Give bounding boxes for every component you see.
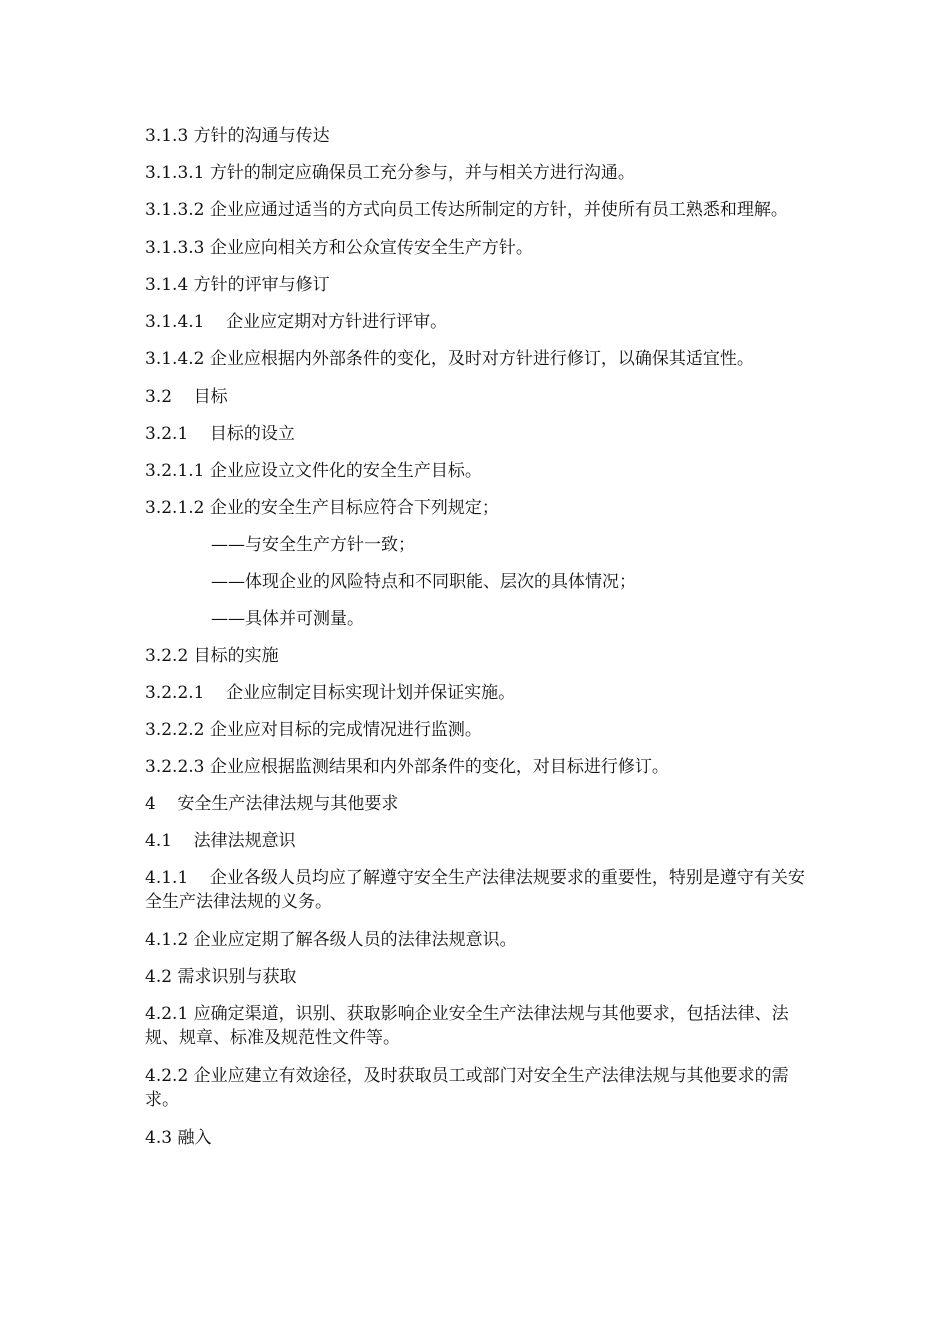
list-item-risk-characteristics: ——体现企业的风险特点和不同职能、层次的具体情况；: [211, 572, 636, 592]
section-heading-3-1-3: 3.1.3 方针的沟通与传达: [145, 126, 330, 146]
section-heading-3-1-4: 3.1.4 方针的评审与修订: [145, 275, 330, 295]
clause-3-1-3-3: 3.1.3.3 企业应向相关方和公众宣传安全生产方针。: [145, 238, 533, 258]
section-heading-3-2: 3.2 目标: [145, 387, 228, 407]
clause-4-1-1: 4.1.1 企业各级人员均应了解遵守安全生产法律法规要求的重要性，特别是遵守有关安全生产法律法规的义务。: [145, 868, 805, 912]
clause-3-1-4-1: 3.1.4.1 企业应定期对方针进行评审。: [145, 312, 448, 332]
clause-4-2-2: 4.2.2 企业应建立有效途径，及时获取员工或部门对安全生产法律法规与其他要求的需求。: [145, 1066, 789, 1110]
section-heading-4-2: 4.2 需求识别与获取: [145, 967, 297, 987]
section-heading-3-2-1: 3.2.1 目标的设立: [145, 424, 295, 444]
list-item-consistent-policy: ——与安全生产方针一致；: [211, 535, 415, 555]
clause-3-1-3-2: 3.1.3.2 企业应通过适当的方式向员工传达所制定的方针，并使所有员工熟悉和理解。: [145, 200, 788, 220]
clause-3-1-4-2: 3.1.4.2 企业应根据内外部条件的变化，及时对方针进行修订，以确保其适宜性。: [145, 349, 754, 369]
clause-4-2-1: 4.2.1 应确定渠道，识别、获取影响企业安全生产法律法规与其他要求，包括法律、法规、规章、标准及规范性文件等。: [145, 1004, 789, 1048]
clause-3-2-2-2: 3.2.2.2 企业应对目标的完成情况进行监测。: [145, 720, 482, 740]
clause-3-2-1-2: 3.2.1.2 企业的安全生产目标应符合下列规定；: [145, 498, 499, 518]
document-body: [145, 124, 805, 1163]
section-heading-3-2-2: 3.2.2 目标的实施: [145, 646, 279, 666]
section-heading-4-3: 4.3 融入: [145, 1128, 212, 1148]
clause-3-2-2-3: 3.2.2.3 企业应根据监测结果和内外部条件的变化，对目标进行修订。: [145, 757, 669, 777]
clause-4-1-2: 4.1.2 企业应定期了解各级人员的法律法规意识。: [145, 930, 517, 950]
list-item-measurable: ——具体并可测量。: [211, 609, 364, 629]
section-heading-4-1: 4.1 法律法规意识: [145, 831, 296, 851]
section-heading-4: 4 安全生产法律法规与其他要求: [145, 794, 399, 814]
clause-3-1-3-1: 3.1.3.1 方针的制定应确保员工充分参与，并与相关方进行沟通。: [145, 163, 635, 183]
clause-3-2-1-1: 3.2.1.1 企业应设立文件化的安全生产目标。: [145, 461, 482, 481]
clause-3-2-2-1: 3.2.2.1 企业应制定目标实现计划并保证实施。: [145, 683, 516, 703]
